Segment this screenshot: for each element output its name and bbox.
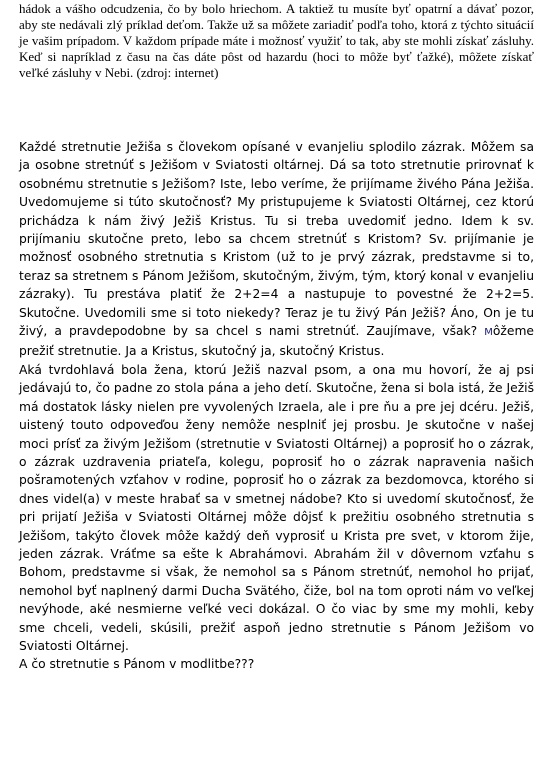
second-paragraph: Aká tvrdohlavá bola žena, ktorú Ježiš nazval psom, a ona mu hovorí, že aj psi jedávajú to, čo padne zo stola pána a jeho detí. Skutočne, žena si bola istá, že Ježiš má dostatok lásky nielen pre vyvolených Izraela, ale i pre ňu a pre jej dcéru. Ježiš, uistený touto odpoveďou ženy nemôže nesplniť jej prosbu. Je skutočne v našej moci prísť za živým Ježišom (stretnutie v Sviatosti Oltárnej) a poprosiť ho o zázrak, o zázrak uzdravenia priateľa, kolegu, poprosiť ho o zázrak napravenia našich pošramotených vzťahov v rodine, poprosiť ho o zázrak za bezdomovca, ktorého si dnes videl(a) v meste hrabať sa v smetnej nádobe? Kto si uvedomí skutočnosť, že pri prijatí Ježiša v Sviatosti Oltárnej môže dôjsť k prežitiu osobného stretnutia s Ježišom, takýto človek môže každý deň vyprosiť u Krista pre svet, v ktorom žije, jeden zázrak. Vráťme sa ešte k Abrahámovi. Abrahám žil v dôvernom vzťahu s Bohom, predstavme si však, že nemohol sa s Pánom stretnúť, nemohol ho prijať, nemohol byť naplnený darmi Ducha Svätého, čiže, bol na tom oproti nám vo veľkej nevýhode, aké nesmierne veľké veci dokázal. O čo viac by sme my mohli, keby sme chceli, vedeli, skúsili, prežiť aspoň jedno stretnutie s Pánom Ježišom vo Sviatosti Oltárnej.: [19, 362, 534, 653]
intro-paragraph: hádok a vášho odcudzenia, čo by bolo hriechom. A taktiež tu musíte byť opatrní a dávať pozor, aby ste nedávali zlý príklad deťom. Takže už sa môžete zariadiť podľa toho, ktorá z týchto situácií je vašim prípadom. V každom prípade máte i možnosť využiť to tak, aby ste mohli získať zásluhy. Keď si napríklad z času na čas dáte pôst od hazardu (hoci to môže byť ťažké), môžete získať veľké zásluhy v Nebi. (zdroj: internet): [19, 1, 534, 80]
inline-letter-m: M: [484, 327, 493, 339]
main-paragraph-part-b: ôžeme prežiť stretnutie. Ja a Kristus, skutočný ja, skutočný Kristus.: [19, 324, 534, 359]
main-paragraph: [19, 138, 534, 361]
main-paragraph-part-a: Každé stretnutie Ježiša s človekom opísané v evanjeliu splodilo zázrak. Môžem sa ja osobne stretnúť s Ježišom v Sviatosti oltárnej. Dá sa toto stretnutie prirovnať k osobnému stretnutie s Ježišom? Iste, lebo veríme, že prijímame živého Pána Ježiša. Uvedomujeme si túto skutočnosť? My pristupujeme k Sviatosti Oltárnej, cez ktorú prichádza k nám živý Ježiš Kristus. Tu si treba uvedomiť jedno. Idem k sv. prijímaniu skutočne preto, lebo sa chcem stretnúť s Kristom? Sv. prijímanie je možnosť osobného stretnutia s Kristom (už to je prvý zázrak, predstavme si to, teraz sa stretnem s Pánom Ježišom, skutočným, živým, tým, ktorý konal v evanjeliu zázraky). Tu prestáva platiť že 2+2=4 a nastupuje to povestné že 2+2=5. Skutočne. Uvedomili sme si toto niekedy? Teraz je tu živý Pán Ježiš? Áno, On je tu živý, a pravdepodobne by sa chcel s nami stretnúť. Zaujímave, však?: [19, 140, 534, 339]
closing-question: A čo stretnutie s Pánom v modlitbe???: [19, 657, 255, 672]
main-text: [19, 138, 534, 674]
